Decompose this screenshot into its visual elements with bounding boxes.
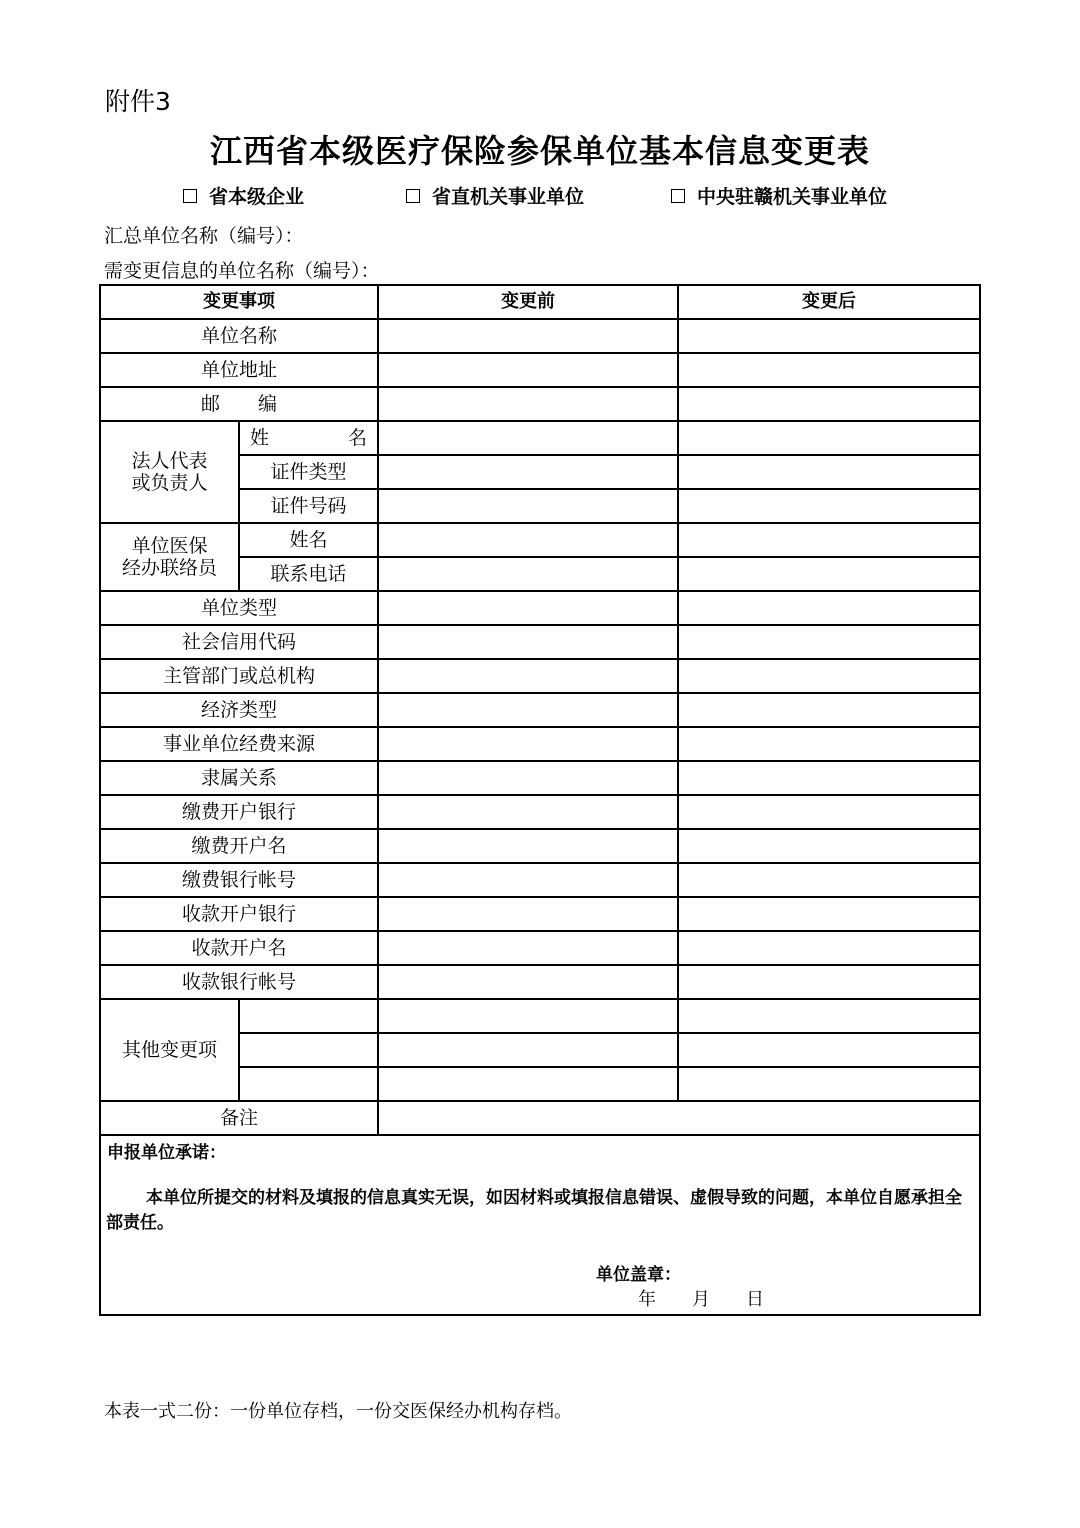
row-label: 单位地址 bbox=[100, 353, 378, 387]
table-row bbox=[100, 693, 980, 727]
row-label: 隶属关系 bbox=[100, 761, 378, 795]
footer-note: 本表一式二份：一份单位存档，一份交医保经办机构存档。 bbox=[104, 1401, 572, 1422]
after-cell[interactable] bbox=[678, 659, 980, 693]
header-item: 变更事项 bbox=[100, 285, 378, 319]
row-label: 事业单位经费来源 bbox=[100, 727, 378, 761]
change-unit-label: 需变更信息的单位名称（编号）： bbox=[104, 260, 380, 282]
before-cell[interactable] bbox=[378, 353, 678, 387]
after-cell[interactable] bbox=[678, 727, 980, 761]
after-cell[interactable] bbox=[678, 1033, 980, 1067]
row-label: 联系电话 bbox=[239, 557, 378, 591]
row-label: 主管部门或总机构 bbox=[100, 659, 378, 693]
before-cell[interactable] bbox=[378, 761, 678, 795]
after-cell[interactable] bbox=[678, 591, 980, 625]
table-row bbox=[100, 829, 980, 863]
after-cell[interactable] bbox=[678, 897, 980, 931]
after-cell[interactable] bbox=[678, 829, 980, 863]
page-title: 江西省本级医疗保险参保单位基本信息变更表 bbox=[209, 132, 870, 170]
header-after: 变更后 bbox=[678, 285, 980, 319]
row-label: 社会信用代码 bbox=[100, 625, 378, 659]
row-label: 缴费开户名 bbox=[100, 829, 378, 863]
before-cell[interactable] bbox=[378, 727, 678, 761]
option-label: 省本级企业 bbox=[209, 186, 305, 208]
row-label: 姓名 bbox=[239, 523, 378, 557]
after-cell[interactable] bbox=[678, 1067, 980, 1101]
checkbox-icon[interactable] bbox=[406, 189, 420, 203]
other-item-cell[interactable] bbox=[239, 1067, 378, 1101]
before-cell[interactable] bbox=[378, 897, 678, 931]
row-label: 证件号码 bbox=[239, 489, 378, 523]
after-cell[interactable] bbox=[678, 557, 980, 591]
table-row bbox=[100, 523, 980, 557]
after-cell[interactable] bbox=[678, 523, 980, 557]
commitment-body: 本单位所提交的材料及填报的信息真实无误，如因材料或填报信息错误、虚假导致的问题，本单位自愿承担全部责任。 bbox=[106, 1188, 962, 1233]
after-cell[interactable] bbox=[678, 761, 980, 795]
row-label: 缴费开户银行 bbox=[100, 795, 378, 829]
row-label: 备注 bbox=[100, 1101, 378, 1135]
after-cell[interactable] bbox=[678, 421, 980, 455]
before-cell[interactable] bbox=[378, 455, 678, 489]
after-cell[interactable] bbox=[678, 387, 980, 421]
row-label: 收款银行帐号 bbox=[100, 965, 378, 999]
table-row bbox=[100, 387, 980, 421]
after-cell[interactable] bbox=[678, 319, 980, 353]
after-cell[interactable] bbox=[678, 455, 980, 489]
after-cell[interactable] bbox=[678, 863, 980, 897]
table-header-row bbox=[100, 285, 980, 319]
commitment-row bbox=[100, 1135, 980, 1315]
row-label: 收款开户名 bbox=[100, 931, 378, 965]
before-cell[interactable] bbox=[378, 523, 678, 557]
table-row bbox=[100, 727, 980, 761]
table-row bbox=[100, 999, 980, 1033]
row-label: 收款开户银行 bbox=[100, 897, 378, 931]
after-cell[interactable] bbox=[678, 965, 980, 999]
group-label-legal-rep: 法人代表 或负责人 bbox=[100, 421, 239, 523]
attachment-label: 附件3 bbox=[105, 87, 171, 116]
row-label: 经济类型 bbox=[100, 693, 378, 727]
before-cell[interactable] bbox=[378, 931, 678, 965]
before-cell[interactable] bbox=[378, 1067, 678, 1101]
option-provincial-enterprise[interactable] bbox=[183, 182, 304, 209]
commitment-title: 申报单位承诺： bbox=[107, 1143, 226, 1163]
checkbox-icon[interactable] bbox=[183, 189, 197, 203]
group-label-contact: 单位医保 经办联络员 bbox=[100, 523, 239, 591]
table-row bbox=[100, 625, 980, 659]
other-item-cell[interactable] bbox=[239, 1033, 378, 1067]
seal-label: 单位盖章： bbox=[596, 1265, 681, 1285]
group-label-other: 其他变更项 bbox=[100, 999, 239, 1101]
remarks-cell[interactable] bbox=[378, 1101, 980, 1135]
table-row bbox=[100, 319, 980, 353]
commitment-cell bbox=[100, 1135, 980, 1315]
before-cell[interactable] bbox=[378, 795, 678, 829]
before-cell[interactable] bbox=[378, 659, 678, 693]
table-row bbox=[100, 353, 980, 387]
before-cell[interactable] bbox=[378, 999, 678, 1033]
checkbox-icon[interactable] bbox=[671, 189, 685, 203]
table-row bbox=[100, 897, 980, 931]
table-row bbox=[100, 1101, 980, 1135]
row-label: 证件类型 bbox=[239, 455, 378, 489]
before-cell[interactable] bbox=[378, 863, 678, 897]
before-cell[interactable] bbox=[378, 693, 678, 727]
header-before: 变更前 bbox=[378, 285, 678, 319]
after-cell[interactable] bbox=[678, 999, 980, 1033]
summary-unit-label: 汇总单位名称（编号）： bbox=[104, 225, 304, 247]
date-label: 年 月 日 bbox=[638, 1289, 764, 1310]
row-label: 单位类型 bbox=[100, 591, 378, 625]
table-row bbox=[100, 795, 980, 829]
row-label: 姓 名 bbox=[239, 421, 378, 455]
other-item-cell[interactable] bbox=[239, 999, 378, 1033]
before-cell[interactable] bbox=[378, 319, 678, 353]
option-label: 省直机关事业单位 bbox=[432, 186, 585, 208]
option-provincial-institution[interactable] bbox=[406, 182, 584, 209]
before-cell[interactable] bbox=[378, 591, 678, 625]
row-label: 邮 编 bbox=[100, 387, 378, 421]
row-label: 缴费银行帐号 bbox=[100, 863, 378, 897]
after-cell[interactable] bbox=[678, 353, 980, 387]
table-row bbox=[100, 591, 980, 625]
option-label: 中央驻赣机关事业单位 bbox=[697, 186, 888, 208]
row-label: 单位名称 bbox=[100, 319, 378, 353]
before-cell[interactable] bbox=[378, 557, 678, 591]
after-cell[interactable] bbox=[678, 795, 980, 829]
before-cell[interactable] bbox=[378, 625, 678, 659]
change-form-table bbox=[99, 284, 981, 1316]
before-cell[interactable] bbox=[378, 421, 678, 455]
after-cell[interactable] bbox=[678, 693, 980, 727]
table-row bbox=[100, 761, 980, 795]
after-cell[interactable] bbox=[678, 931, 980, 965]
before-cell[interactable] bbox=[378, 387, 678, 421]
table-row bbox=[100, 965, 980, 999]
after-cell[interactable] bbox=[678, 625, 980, 659]
before-cell[interactable] bbox=[378, 829, 678, 863]
table-row bbox=[100, 863, 980, 897]
before-cell[interactable] bbox=[378, 1033, 678, 1067]
after-cell[interactable] bbox=[678, 489, 980, 523]
option-central-institution[interactable] bbox=[671, 182, 887, 209]
before-cell[interactable] bbox=[378, 489, 678, 523]
table-row bbox=[100, 931, 980, 965]
table-row bbox=[100, 421, 980, 455]
table-row bbox=[100, 659, 980, 693]
before-cell[interactable] bbox=[378, 965, 678, 999]
